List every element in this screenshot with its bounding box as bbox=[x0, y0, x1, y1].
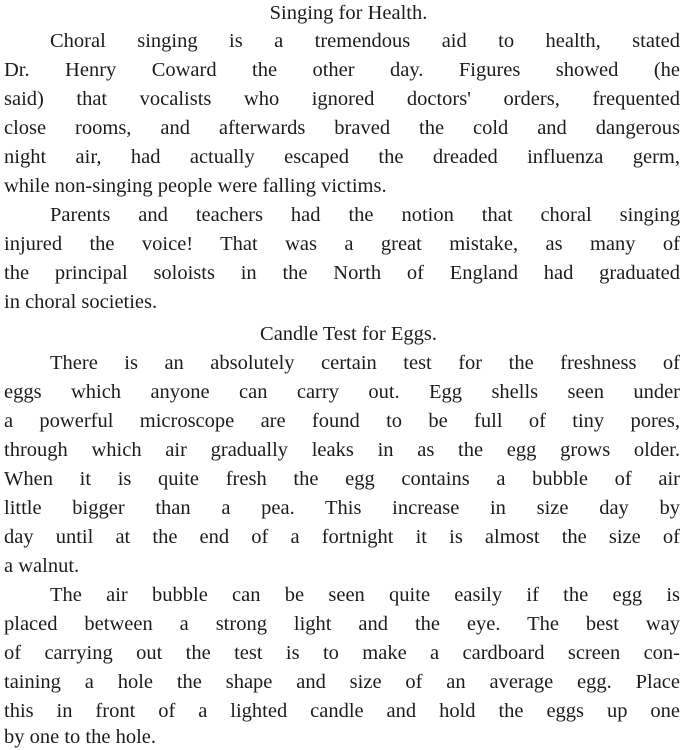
text-line: eggs which anyone can carry out. Egg shells seen under bbox=[4, 381, 680, 403]
text-line: while non-singing people were falling victims. bbox=[4, 175, 387, 197]
text-line: day until at the end of a fortnight it is almost the size of bbox=[4, 526, 680, 548]
text-line: little bigger than a pea. This increase in size day by bbox=[4, 497, 680, 519]
text-line: injured the voice! That was a great mistake, as many of bbox=[4, 233, 680, 255]
text-line: by one to the hole. bbox=[4, 726, 157, 748]
text-line: placed between a strong light and the eye. The best way bbox=[4, 613, 680, 635]
text-line: Choral singing is a tremendous aid to health, stated bbox=[50, 30, 680, 52]
text-line: this in front of a lighted candle and hold the eggs up one bbox=[4, 700, 680, 722]
text-line: a powerful microscope are found to be full of tiny pores, bbox=[4, 410, 680, 432]
text-line: Parents and teachers had the notion that choral singing bbox=[50, 204, 680, 226]
text-line: Dr. Henry Coward the other day. Figures showed (he bbox=[4, 59, 680, 81]
article-title: Candle Test for Eggs. bbox=[260, 323, 437, 345]
article-title: Singing for Health. bbox=[269, 2, 428, 24]
text-line: the principal soloists in the North of England had graduated bbox=[4, 262, 680, 284]
text-line: in choral societies. bbox=[4, 291, 158, 313]
text-line: The air bubble can be seen quite easily if the egg is bbox=[50, 584, 680, 606]
text-line: a walnut. bbox=[4, 555, 80, 577]
text-line: of carrying out the test is to make a cardboard screen con- bbox=[4, 642, 680, 664]
text-line: When it is quite fresh the egg contains a bubble of air bbox=[4, 468, 680, 490]
text-line: close rooms, and afterwards braved the cold and dangerous bbox=[4, 117, 680, 139]
text-line: through which air gradually leaks in as the egg grows older. bbox=[4, 439, 680, 461]
text-line: said) that vocalists who ignored doctors' orders, frequented bbox=[4, 88, 680, 110]
text-line: There is an absolutely certain test for the freshness of bbox=[50, 352, 680, 374]
text-line: taining a hole the shape and size of an average egg. Place bbox=[4, 671, 680, 693]
text-line: night air, had actually escaped the dreaded influenza germ, bbox=[4, 146, 680, 168]
